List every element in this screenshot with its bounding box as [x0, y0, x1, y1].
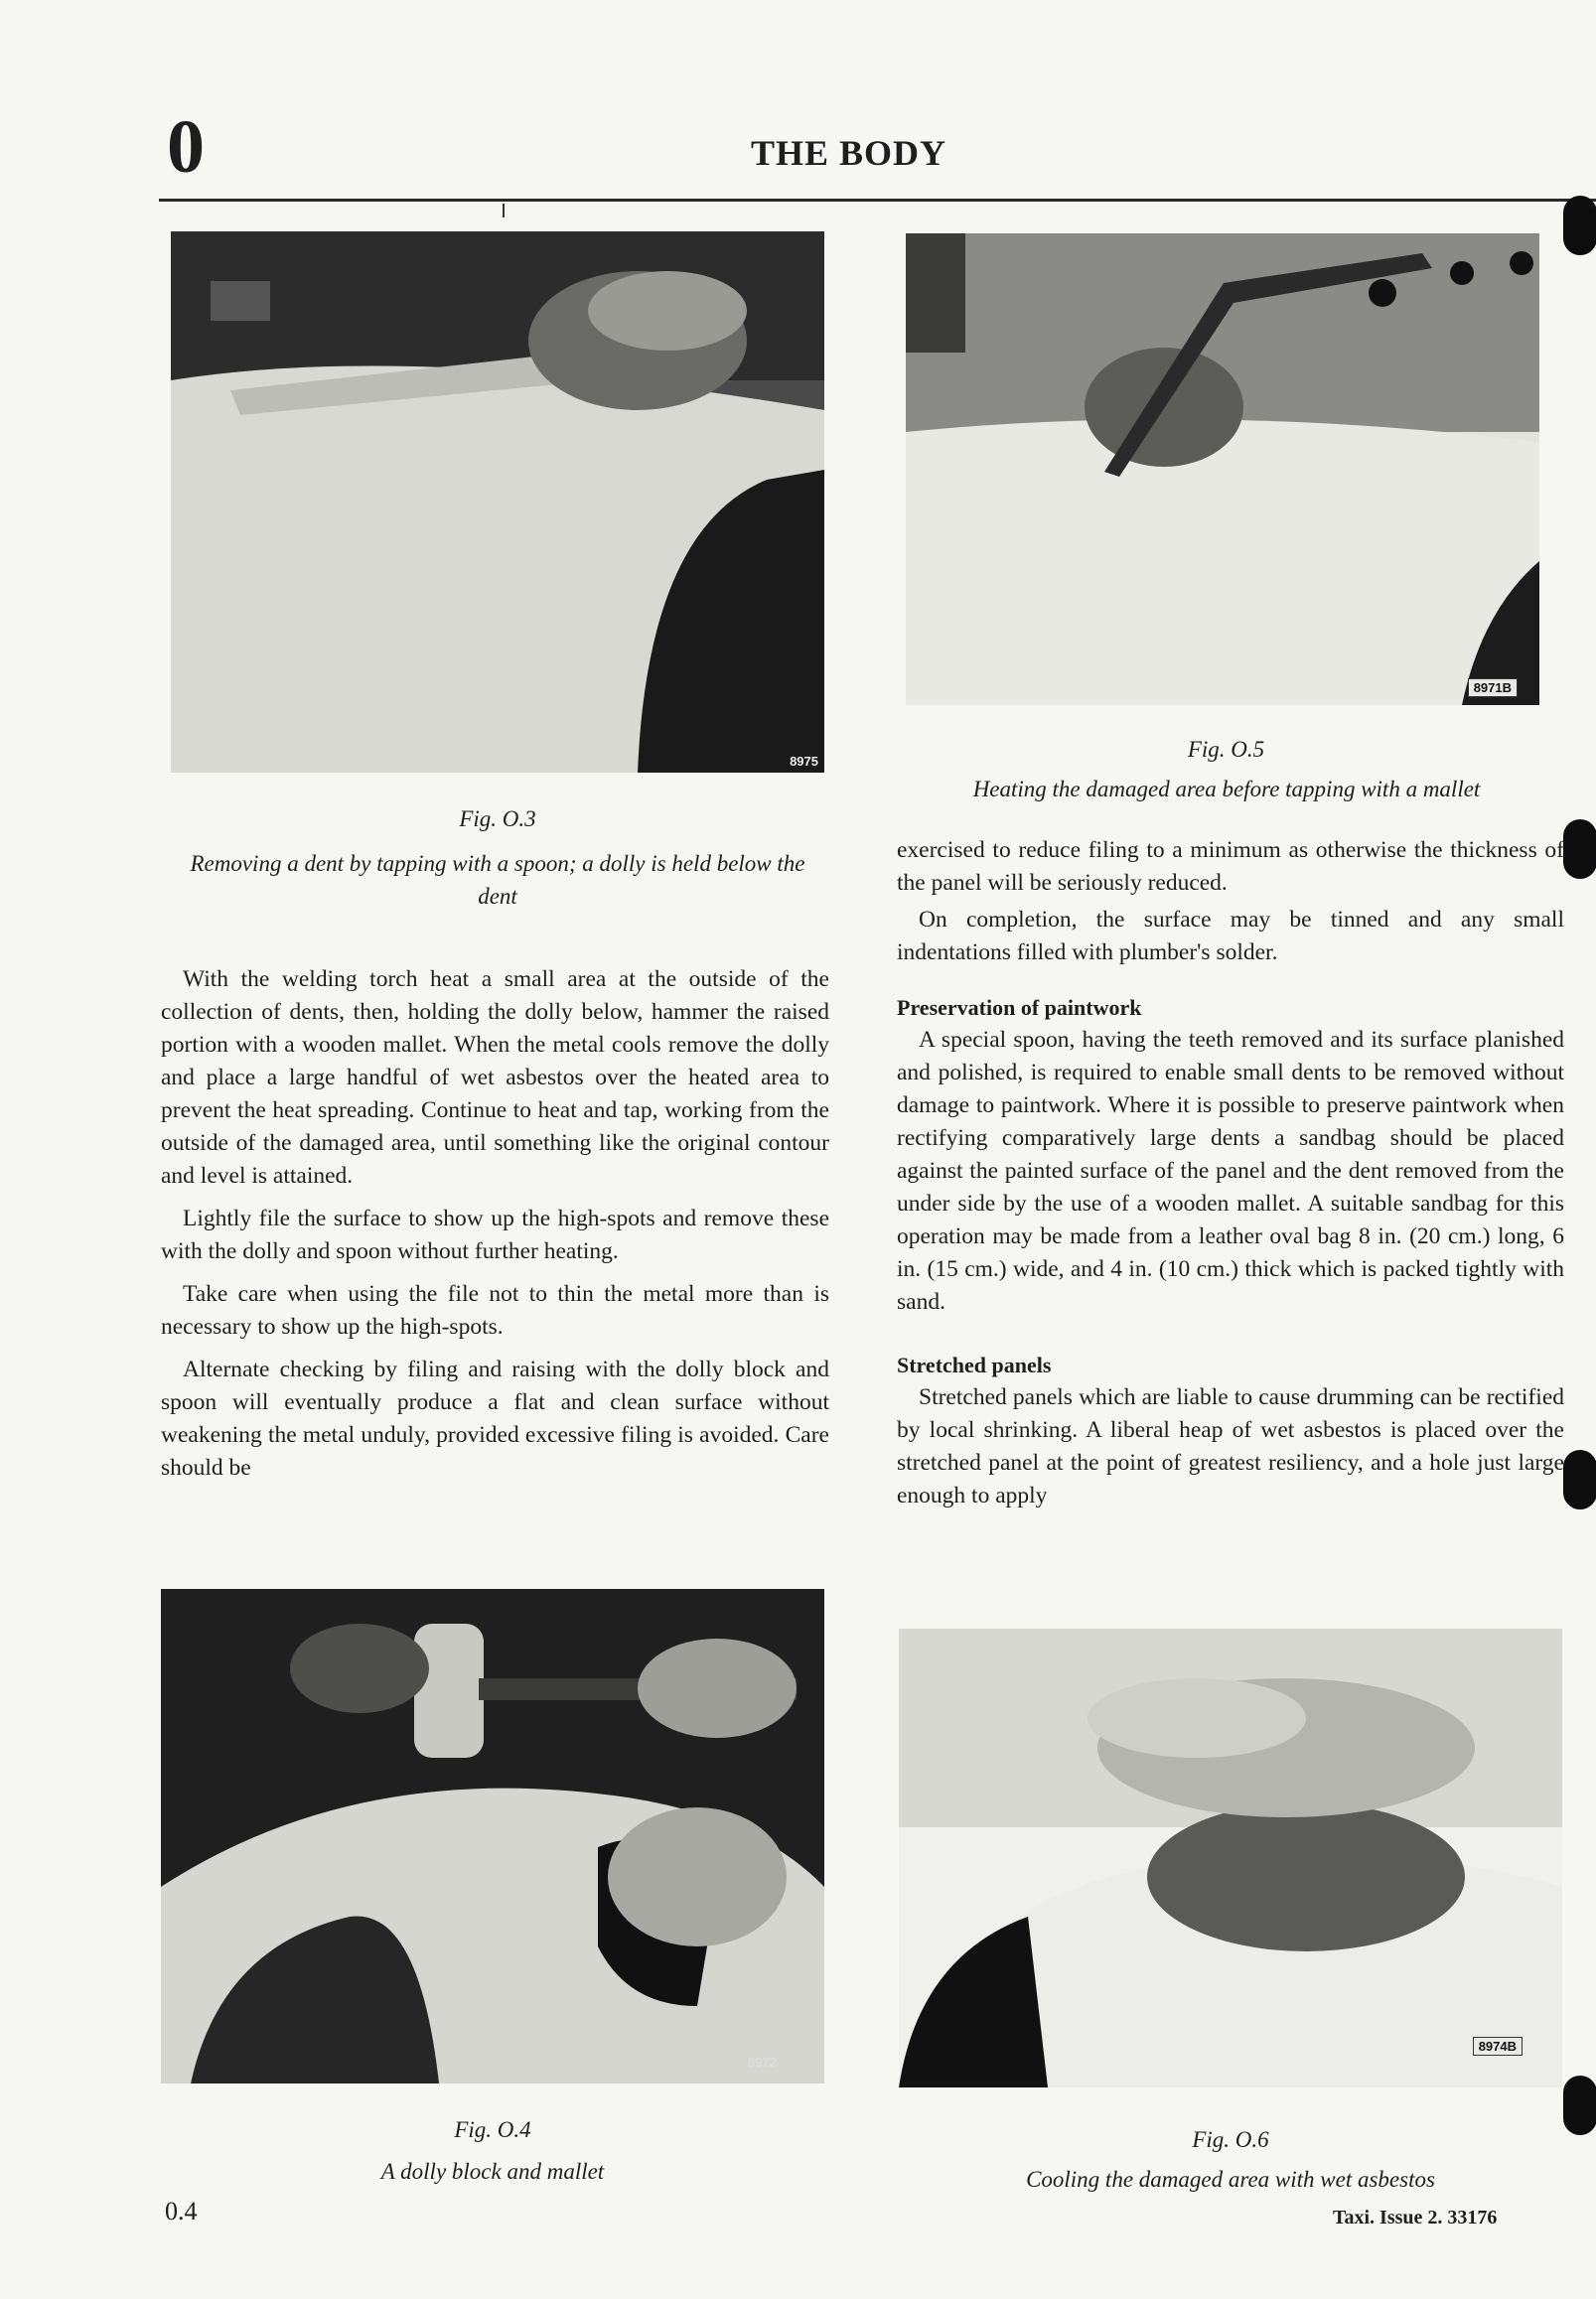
- right-continuation-paragraph: exercised to reduce filing to a minimum as otherwise the thickness of the panel will be seriously reduced.: [897, 837, 1564, 896]
- figure-o5-label: Fig. O.5: [1187, 737, 1265, 762]
- figure-o4-number-tag: 8972: [748, 2055, 777, 2070]
- right-completion-paragraph: On completion, the surface may be tinned and any small indentations filled with plumber's solder.: [897, 907, 1564, 965]
- page-number: 0.4: [165, 2197, 198, 2226]
- header-tick-mark: [503, 204, 505, 217]
- figure-o5-photo: [906, 233, 1539, 705]
- figure-o6-label: Fig. O.6: [1192, 2127, 1269, 2152]
- figure-o4-caption: A dolly block and mallet: [380, 2159, 605, 2184]
- stretched-panels-paragraph: Stretched panels which are liable to cause drumming can be rectified by local shrinking. A liberal heap of wet asbestos is placed over the stretched panel at the point of greatest resiliency, and a hole just large enough to apply: [897, 1384, 1564, 1509]
- left-column-text: [161, 963, 829, 1485]
- binder-hole-upper: [1563, 819, 1596, 879]
- stretched-panels-heading: Stretched panels: [897, 1353, 1052, 1377]
- figure-o4-label: Fig. O.4: [454, 2117, 531, 2142]
- left-paragraph-2: Lightly file the surface to show up the high-spots and remove these with the dolly and spoon without further heating.: [161, 1206, 829, 1264]
- figure-o5-number-tag: 8971B: [1468, 678, 1518, 697]
- preservation-paragraph: A special spoon, having the teeth removed and its surface planished and polished, is required to enable small dents to be removed without damage to paintwork. Where it is possible to preserve paintwork when rectifying comparatively large dents a sandbag should be placed against the painted surface of the panel and the dent removed from the under side by the use of a wooden mallet. A suitable sandbag for this operation may be made from a leather oval bag 8 in. (20 cm.) long, 6 in. (15 cm.) wide, and 4 in. (10 cm.) thick which is packed tightly with sand.: [897, 1027, 1564, 1315]
- binder-hole-top: [1563, 196, 1596, 255]
- figure-o3-photo: [171, 231, 824, 773]
- section-letter: 0: [167, 105, 205, 189]
- preservation-heading: Preservation of paintwork: [897, 995, 1142, 1020]
- header-rule: [159, 199, 1596, 202]
- left-paragraph-3: Take care when using the file not to thin the metal more than is necessary to show up the high-spots.: [161, 1281, 829, 1340]
- binder-hole-bottom: [1563, 2076, 1596, 2135]
- figure-o5-caption: Heating the damaged area before tapping with a mallet: [972, 777, 1481, 801]
- figure-o3-caption: Removing a dent by tapping with a spoon; a dolly is held below the dent: [190, 851, 805, 909]
- binder-hole-lower: [1563, 1450, 1596, 1509]
- left-paragraph-4: Alternate checking by filing and raising with the dolly block and spoon will eventually produce a flat and clean surface without weakening the metal unduly, provided excessive filing is avoided. Care should be: [161, 1357, 829, 1481]
- figure-o6-caption: Cooling the damaged area with wet asbestos: [1026, 2167, 1435, 2192]
- left-paragraph-1: With the welding torch heat a small area at the outside of the collection of dents, then, holding the dolly below, hammer the raised portion with a wooden mallet. When the metal cools remove the dolly and place a large handful of wet asbestos over the heated area to prevent the heat spreading. Continue to heat and tap, working from the outside of the damaged area, until something like the original contour and level is attained.: [161, 966, 829, 1189]
- right-column-text: [897, 834, 1564, 1512]
- figure-o4-photo: [161, 1589, 824, 2083]
- issue-reference: Taxi. Issue 2. 33176: [1333, 2207, 1498, 2228]
- figure-o6-photo: [899, 1629, 1562, 2087]
- figure-o6-number-tag: 8974B: [1473, 2037, 1523, 2056]
- page-title: THE BODY: [751, 133, 947, 173]
- figure-o3-label: Fig. O.3: [459, 806, 536, 831]
- figure-o3-number-tag: 8975: [790, 754, 818, 769]
